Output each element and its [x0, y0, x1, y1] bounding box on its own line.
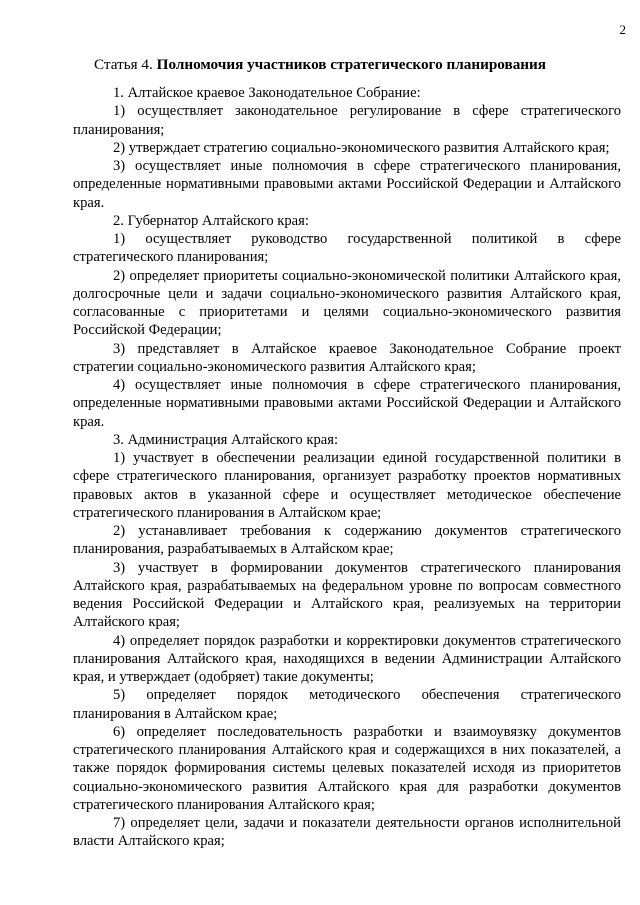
- list-item: 1) осуществляет законодательное регулирование в сфере стратегического планирования;: [73, 103, 621, 138]
- article-title: [0, 56, 640, 74]
- article-title-prefix: Статья 4.: [93, 56, 157, 73]
- list-item: 2) устанавливает требования к содержанию документов стратегического планирования, разрабатываемых в Алтайском крае;: [73, 523, 621, 558]
- article-title-heading: Полномочия участников стратегического планирования: [156, 56, 547, 73]
- article-body: [73, 84, 621, 851]
- list-item: 5) определяет порядок методического обеспечения стратегического планирования в Алтайском крае;: [73, 687, 621, 722]
- list-item: 4) определяет порядок разработки и корректировки документов стратегического планирования Алтайского края, находящихся в ведении Администрации Алтайского края, и утверждает (одобряет) такие документы;: [73, 632, 621, 685]
- section-heading: 3. Администрация Алтайского края:: [113, 431, 338, 448]
- list-item: 1) осуществляет руководство государственной политикой в сфере стратегического планирования;: [73, 231, 621, 266]
- section-heading: 1. Алтайское краевое Законодательное Собрание:: [113, 85, 421, 101]
- list-item: 3) представляет в Алтайское краевое Законодательное Собрание проект стратегии социально-экономического развития Алтайского края;: [73, 340, 621, 375]
- list-item: 3) участвует в формировании документов стратегического планирования Алтайского края, разрабатываемых на федеральном уровне по вопросам совместного ведения Российской Федерации и Алтайского края, реализуемых на территории Алтайского края;: [73, 559, 621, 631]
- section-heading: 2. Губернатор Алтайского края:: [113, 212, 309, 229]
- list-item: 6) определяет последовательность разработки и взаимоувязку документов стратегического планирования Алтайского края и содержащихся в них показателей, а также порядок формирования системы целевых показателей исходя из приоритетов социально-экономического развития Алтайского края для разработки документов стратегического планирования Алтайского края;: [73, 723, 621, 813]
- list-item: 1) участвует в обеспечении реализации единой государственной политики в сфере стратегического планирования, организует разработку проектов нормативных правовых актов в указанной сфере и осуществляет методическое обеспечение стратегического планирования в Алтайском крае;: [73, 450, 621, 521]
- list-item: 2) определяет приоритеты социально-экономической политики Алтайского края, долгосрочные цели и задачи социально-экономического развития Алтайского края, согласованные с приоритетами и целями социально-экономического развития Российской Федерации;: [73, 267, 621, 339]
- list-item: 7) определяет цели, задачи и показатели деятельности органов исполнительной власти Алтайского края;: [73, 815, 621, 850]
- list-item: 2) утверждает стратегию социально-экономического развития Алтайского края;: [113, 139, 610, 156]
- list-item: 3) осуществляет иные полномочия в сфере стратегического планирования, определенные нормативными правовыми актами Российской Федерации и Алтайского края.: [73, 158, 621, 211]
- list-item: 4) осуществляет иные полномочия в сфере стратегического планирования, определенные нормативными правовыми актами Российской Федерации и Алтайского края.: [73, 377, 621, 430]
- page-number: 2: [619, 22, 626, 37]
